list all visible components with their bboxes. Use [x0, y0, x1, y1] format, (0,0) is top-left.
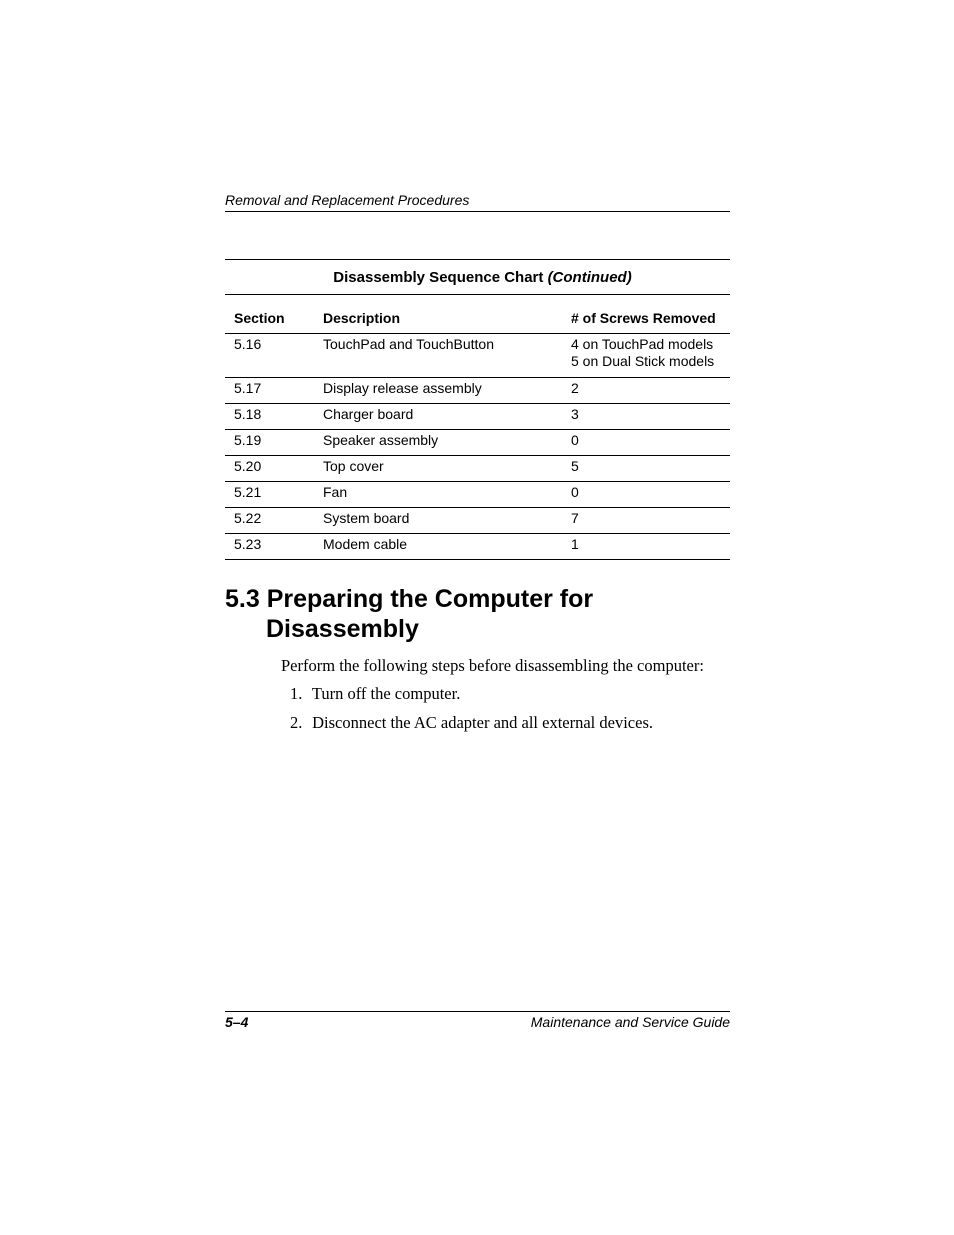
step-text: Disconnect the AC adapter and all external devices.	[312, 713, 653, 732]
row-screws: 2	[571, 377, 730, 403]
row-description: Display release assembly	[323, 377, 571, 403]
steps-list	[290, 684, 653, 742]
table-row	[225, 481, 730, 507]
row-screws: 7	[571, 507, 730, 533]
disassembly-table	[225, 259, 730, 560]
guide-title: Maintenance and Service Guide	[530, 1014, 730, 1030]
table-row	[225, 403, 730, 429]
table-row	[225, 377, 730, 403]
section-heading-line1: 5.3 Preparing the Computer for	[225, 585, 594, 613]
row-section: 5.22	[225, 507, 323, 533]
section-heading	[225, 584, 593, 644]
column-header-screws: # of Screws Removed	[571, 295, 730, 333]
page-number: 5–4	[225, 1014, 249, 1030]
row-description: Top cover	[323, 455, 571, 481]
table-title	[225, 259, 730, 295]
table-row	[225, 429, 730, 455]
row-screws-line: 5 on Dual Stick models	[571, 352, 715, 369]
row-section: 5.23	[225, 533, 323, 559]
column-header-description: Description	[323, 295, 571, 333]
section-heading-line2: Disassembly	[266, 615, 419, 643]
row-section: 5.21	[225, 481, 323, 507]
table-header-row	[225, 295, 730, 333]
row-section: 5.16	[225, 333, 323, 377]
footer-divider	[225, 1011, 730, 1012]
header-divider	[225, 211, 730, 212]
step-number: 1.	[290, 684, 303, 703]
list-item	[290, 684, 653, 713]
row-section: 5.19	[225, 429, 323, 455]
step-text: Turn off the computer.	[311, 684, 461, 703]
row-section: 5.17	[225, 377, 323, 403]
list-item	[290, 713, 653, 742]
row-description: Charger board	[323, 403, 571, 429]
table-title-text: Disassembly Sequence Chart	[333, 269, 544, 286]
sequence-table	[225, 295, 730, 560]
row-description: TouchPad and TouchButton	[323, 333, 571, 377]
row-screws: 3	[571, 403, 730, 429]
row-description: Fan	[323, 481, 571, 507]
row-section: 5.20	[225, 455, 323, 481]
table-title-suffix: (Continued)	[547, 269, 632, 286]
intro-paragraph: Perform the following steps before disassembling the computer:	[281, 656, 704, 675]
column-header-section: Section	[225, 295, 323, 333]
row-screws: 0	[571, 481, 730, 507]
row-screws: 0	[571, 429, 730, 455]
row-screws: 1	[571, 533, 730, 559]
running-header: Removal and Replacement Procedures	[225, 192, 470, 208]
step-number: 2.	[290, 713, 303, 732]
row-section: 5.18	[225, 403, 323, 429]
row-description: System board	[323, 507, 571, 533]
table-row	[225, 507, 730, 533]
row-description: Modem cable	[323, 533, 571, 559]
row-screws-line: 4 on TouchPad models	[571, 335, 714, 352]
row-screws	[571, 333, 730, 377]
table-row	[225, 333, 730, 377]
row-description: Speaker assembly	[323, 429, 571, 455]
table-row	[225, 455, 730, 481]
row-screws: 5	[571, 455, 730, 481]
table-row	[225, 533, 730, 559]
